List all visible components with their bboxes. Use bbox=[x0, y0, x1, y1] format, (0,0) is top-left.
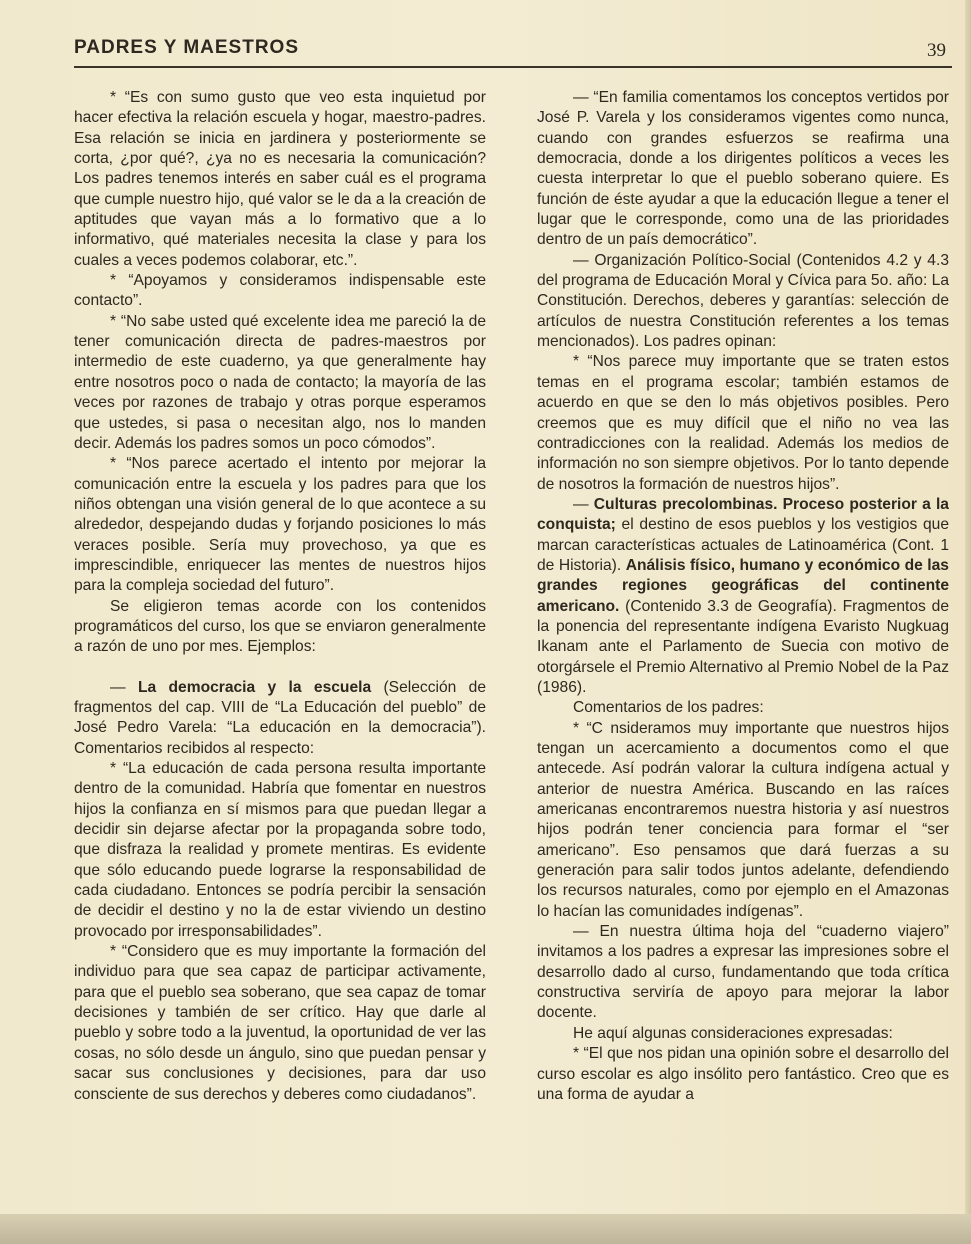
paragraph: Comentarios de los padres: bbox=[573, 699, 764, 717]
page-bottom-edge bbox=[0, 1214, 971, 1244]
paragraph: * “La educación de cada persona resulta importante dentro de la comunidad. Habría que fomentar en nuestros hijos la confianza en sí mismos para que puedan llegar a decidir sin dejarse afectar por la propaganda sobre todo, que disfraza la realidad y promete mentiras. Es evidente que sólo educando puede lograrse la responsabilidad de cada ciudadano. Entonces se podría percibir la sensación de decidir el destino y no la de estar viviendo un destino provocado por irresponsabilidades”. bbox=[74, 760, 486, 940]
header-rule bbox=[74, 66, 952, 68]
paragraph-democracia bbox=[74, 678, 486, 759]
paragraph: — En nuestra última hoja del “cuaderno viajero” invitamos a los padres a expresar las impresiones sobre el desarrollo dado al curso, fundamentando que toda crítica constructiva serviría de apoyo para mejorar la labor docente. bbox=[537, 923, 949, 1022]
page-header bbox=[74, 34, 952, 70]
paragraph: * “C nsideramos muy importante que nuestros hijos tengan un acercamiento a documentos como el que antecede. Así podrán valorar la cultura indígena actual y anterior de nuestra América. Buscando en las raíces americanas encontraremos nuestra historia y así nuestros hijos podrán tener conciencia para formar el “ser americano”. Eso pensamos que dará fuerzas a su generación para salir todos juntos adelante, defendiendo los recursos naturales, como por ejemplo en el Amazonas lo hacían las comunidades indígenas”. bbox=[537, 719, 949, 920]
paragraph: * “No sabe usted qué excelente idea me pareció la de tener comunicación directa de padres-maestros por intermedio de este cuaderno, ya que generalmente hay entre nosotros poco o nada de contacto; la mayoría de las veces por razones de trabajo y otras porque esperamos que ustedes, si pasa o necesitan algo, nos lo manden decir. Además los padres somos un poco cómodos”. bbox=[74, 312, 486, 452]
paragraph: * “Nos parece acertado el intento por mejorar la comunicación entre la escuela y los padres para que los niños obtengan una visión general de lo que acontece a su alrededor, despejando dudas y forjando posiciones lo más veraces posible. Sería muy provechoso, ya que es imprescindible, enriquecer las mentes de nuestros hijos para la compleja sociedad del futuro”. bbox=[74, 455, 486, 595]
page-number: 39 bbox=[927, 40, 946, 61]
paragraph: * “El que nos pidan una opinión sobre el desarrollo del curso escolar es algo insólito pero fantástico. Creo que es una forma de ayudar a bbox=[537, 1045, 949, 1103]
topic-text: (Selección de fragmentos del cap. VIII de “La Educación del pueblo” de José Pedro Varela: “La educación en la democracia”). Comentarios recibidos al respecto: bbox=[74, 678, 486, 757]
topic-text: (Contenido 3.3 de Geografía). Fragmentos de la ponencia del representante indígena Evaristo Nugkuag Ikanam ante el Parlamento de Suecia con motivo de otorgársele el Premio Alternativo al Premio Nobel de la Paz (1986). bbox=[537, 597, 949, 696]
paragraph: * “Es con sumo gusto que veo esta inquietud por hacer efectiva la relación escuela y hogar, maestro-padres. Esa relación se inicia en jardinera y posteriormente se corta, ¿por qué?, ¿ya no es necesaria la comunicación? Los padres tenemos interés en saber cuál es el programa que cumple nuestro hijo, qué valor se le da a la creación de aptitudes que vayan más a lo formativo que a lo informativo, qué materiales necesita la clase y para los cuales a veces podemos colaborar, etc.”. bbox=[74, 89, 486, 269]
dash: — bbox=[573, 495, 594, 513]
page-edge bbox=[965, 0, 971, 1244]
dash: — bbox=[110, 678, 138, 696]
topic-title: La democracia y la escuela bbox=[137, 678, 372, 696]
running-head: PADRES Y MAESTROS bbox=[74, 37, 299, 58]
left-column bbox=[74, 88, 486, 1105]
right-column bbox=[537, 88, 949, 1105]
paragraph: * “Considero que es muy importante la formación del individuo para que sea capaz de participar activamente, para que el pueblo sea soberano, que sea capaz de tomar decisiones y también de ser crítico. Hay que darle al pueblo y sobre todo a la juventud, la oportunidad de ver las cosas, no sólo desde un ángulo, sino que puedan pensar y sacar sus conclusiones y decisiones, para dar uso consciente de sus derechos y deberes como ciudadanos”. bbox=[74, 943, 486, 1103]
paragraph: * “Nos parece muy importante que se traten estos temas en el programa escolar; también estamos de acuerdo en que se den lo más objetivos posibles. Pero creemos que es muy difícil que el niño no vea las contradicciones con la realidad. Además los medios de información no son siempre objetivos. Por lo tanto depende de nosotros la formación de nuestros hijos”. bbox=[537, 353, 949, 493]
paragraph-culturas bbox=[537, 495, 949, 698]
topic-title: Análisis físico, humano y económico de las grandes regiones geográficas del continente americano. bbox=[537, 556, 949, 615]
paragraph: — Organización Político-Social (Contenidos 4.2 y 4.3 del programa de Educación Moral y Cívica para 5o. año: La Constitución. Derechos, deberes y garantías: selección de artículos de nuestra Constitución referentes a los temas mencionados). Los padres opinan: bbox=[537, 251, 949, 351]
paragraph: Se eligieron temas acorde con los contenidos programáticos del curso, los que se enviaron generalmente a razón de uno por mes. Ejemplos: bbox=[74, 597, 486, 656]
paragraph: * “Apoyamos y consideramos indispensable este contacto”. bbox=[74, 272, 486, 310]
paragraph: He aquí algunas consideraciones expresadas: bbox=[573, 1024, 893, 1042]
topic-text: el destino de esos pueblos y los vestigios que marcan características actuales de Latinoamérica (Cont. 1 de Historia). bbox=[537, 516, 949, 574]
topic-title: Culturas precolombinas. Proceso posterior a la conquista; bbox=[537, 495, 949, 534]
paragraph: — “En familia comentamos los conceptos vertidos por José P. Varela y los consideramos vigentes como nunca, cuando con grandes esfuerzos se reafirma una democracia, donde a los dirigentes políticos a veces les cuesta interpretar lo que el pueblo soberano quiere. Es función de éste ayudar a que la educación llegue a tener el lugar que le corresponde, como una de las prioridades dentro de un país democrático”. bbox=[537, 89, 949, 249]
